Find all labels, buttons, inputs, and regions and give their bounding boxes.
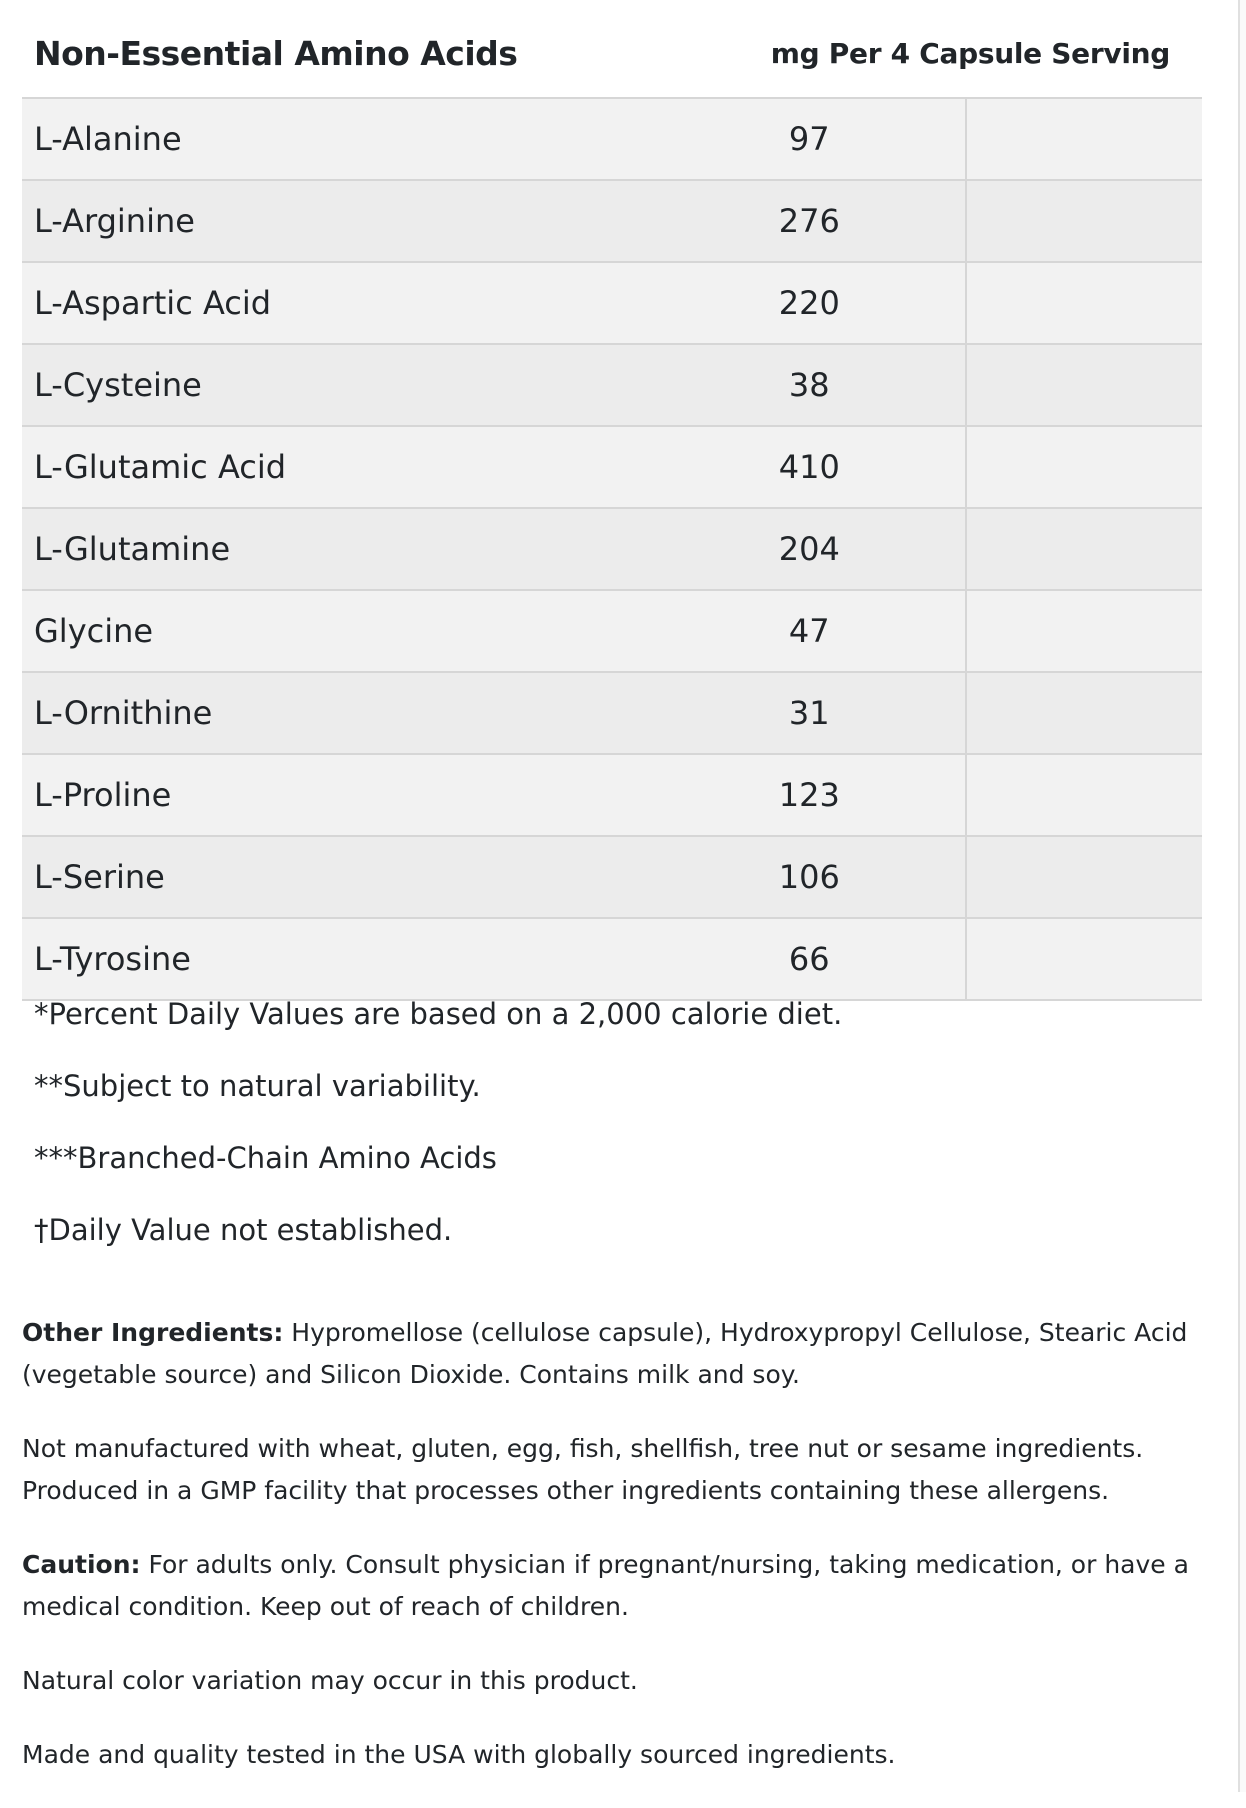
amino-acid-amount: 47	[653, 590, 966, 672]
amino-acid-daily-value	[966, 426, 1202, 508]
caution-label: Caution:	[22, 1550, 141, 1579]
table-row	[22, 672, 1202, 754]
amino-acid-name: L-Proline	[22, 754, 653, 836]
amino-acid-amount: 123	[653, 754, 966, 836]
color-variation-note: Natural color variation may occur in this product.	[22, 1666, 638, 1695]
allergen-statement: Not manufactured with wheat, gluten, egg, fish, shellfish, tree nut or sesame ingredients. Produced in a GMP facility that processes other ingredients containing these allergens.	[22, 1434, 1144, 1505]
other-ingredients-text: Hypromellose (cellulose capsule), Hydroxypropyl Cellulose, Stearic Acid (vegetable source) and Silicon Dioxide. Contains milk and soy.	[22, 1318, 1188, 1389]
amino-acid-name: L-Tyrosine	[22, 918, 653, 1000]
amino-acid-amount: 31	[653, 672, 966, 754]
amino-acid-daily-value	[966, 344, 1202, 426]
amino-acid-amount: 204	[653, 508, 966, 590]
amino-acid-name: L-Ornithine	[22, 672, 653, 754]
table-row	[22, 836, 1202, 918]
amino-acid-name: L-Serine	[22, 836, 653, 918]
product-info	[22, 1312, 1202, 1808]
amino-acid-amount: 38	[653, 344, 966, 426]
scrollbar-track[interactable]	[1238, 0, 1246, 1792]
amino-acid-name: L-Cysteine	[22, 344, 653, 426]
table-row	[22, 918, 1202, 1000]
footnote-daily-values: *Percent Daily Values are based on a 2,000 calorie diet.	[34, 997, 843, 1031]
amino-acid-daily-value	[966, 672, 1202, 754]
amino-acid-name: L-Aspartic Acid	[22, 262, 653, 344]
amino-acid-amount: 97	[653, 98, 966, 180]
origin-note: Made and quality tested in the USA with globally sourced ingredients.	[22, 1740, 896, 1769]
table-row	[22, 344, 1202, 426]
footnote-natural-variability: **Subject to natural variability.	[34, 1069, 481, 1103]
amino-acid-amount: 220	[653, 262, 966, 344]
footnotes	[34, 992, 842, 1280]
amino-acids-table	[22, 0, 1202, 1001]
table-row	[22, 754, 1202, 836]
other-ingredients	[22, 1312, 1202, 1396]
amino-acid-name: L-Alanine	[22, 98, 653, 180]
amino-acid-daily-value	[966, 590, 1202, 672]
caution-text: For adults only. Consult physician if pregnant/nursing, taking medication, or have a medical condition. Keep out of reach of children.	[22, 1550, 1189, 1621]
table-row	[22, 180, 1202, 262]
amino-acid-name: L-Glutamine	[22, 508, 653, 590]
amino-acid-daily-value	[966, 98, 1202, 180]
table-row	[22, 590, 1202, 672]
table-row	[22, 262, 1202, 344]
amino-acid-name: Glycine	[22, 590, 653, 672]
caution	[22, 1544, 1202, 1628]
table-body	[22, 98, 1202, 1000]
amino-acid-daily-value	[966, 918, 1202, 1000]
amino-acid-amount: 276	[653, 180, 966, 262]
amino-acid-daily-value	[966, 754, 1202, 836]
amino-acid-amount: 106	[653, 836, 966, 918]
amino-acid-name: L-Arginine	[22, 180, 653, 262]
table-header-row	[22, 0, 1202, 98]
footnote-dv-not-established: †Daily Value not established.	[34, 1213, 453, 1247]
amino-acid-daily-value	[966, 180, 1202, 262]
table-row	[22, 508, 1202, 590]
table-row	[22, 426, 1202, 508]
amino-acid-amount: 66	[653, 918, 966, 1000]
amino-acid-amount: 410	[653, 426, 966, 508]
table-header-name: Non-Essential Amino Acids	[34, 33, 518, 73]
amino-acid-daily-value	[966, 508, 1202, 590]
amino-acid-name: L-Glutamic Acid	[22, 426, 653, 508]
table-row	[22, 98, 1202, 180]
other-ingredients-label: Other Ingredients:	[22, 1318, 284, 1347]
amino-acid-daily-value	[966, 836, 1202, 918]
table-header-amount: mg Per 4 Capsule Serving	[770, 36, 1170, 70]
footnote-bcaa: ***Branched-Chain Amino Acids	[34, 1141, 497, 1175]
amino-acid-daily-value	[966, 262, 1202, 344]
